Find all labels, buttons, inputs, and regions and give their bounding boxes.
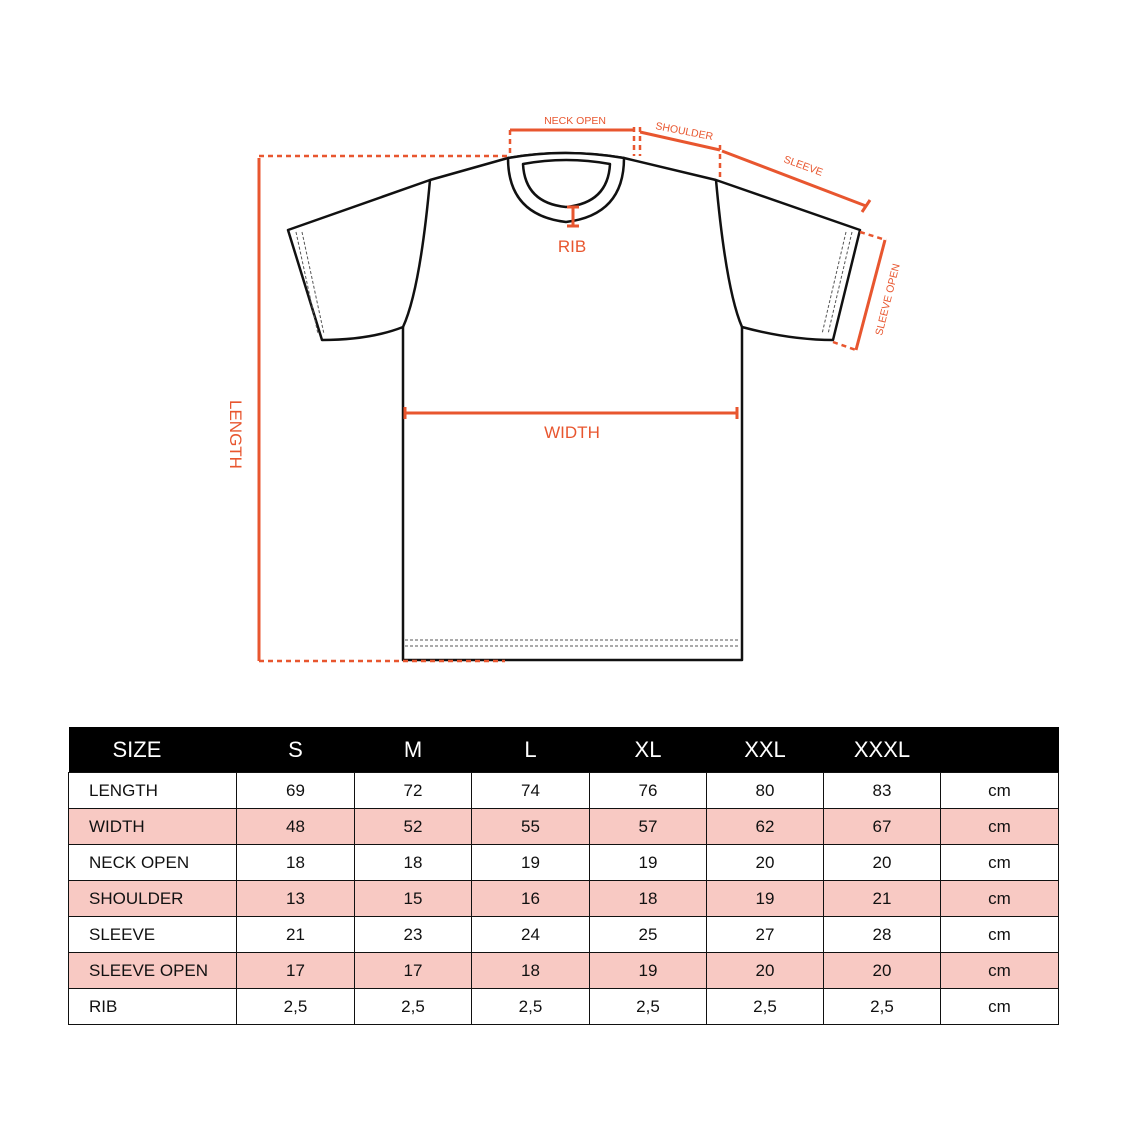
header-m: M [355,727,472,773]
length-label: LENGTH [226,400,245,469]
cell-xxl: 80 [707,773,824,809]
sleeve-open-top-guide [860,232,886,240]
cell-xl: 19 [590,953,707,989]
cell-unit: cm [941,845,1059,881]
cell-xxxl: 83 [824,773,941,809]
table-header-row [69,727,1059,773]
cell-m: 52 [355,809,472,845]
header-l: L [472,727,590,773]
cell-s: 18 [237,845,355,881]
sleeve-label: SLEEVE [781,153,825,179]
cell-m: 23 [355,917,472,953]
shoulder-label: SHOULDER [654,120,715,144]
sleeve-open-bottom-guide [833,342,856,350]
cell-l: 2,5 [472,989,590,1025]
header-s: S [237,727,355,773]
cell-xl: 25 [590,917,707,953]
row-label: SLEEVE OPEN [69,953,237,989]
cell-l: 74 [472,773,590,809]
cell-xxxl: 21 [824,881,941,917]
table-row-sleeve-open [69,953,1059,989]
cell-xxl: 2,5 [707,989,824,1025]
cell-xxxl: 28 [824,917,941,953]
cell-s: 2,5 [237,989,355,1025]
cell-m: 15 [355,881,472,917]
header-unit [941,727,1059,773]
cell-l: 55 [472,809,590,845]
header-xxl: XXL [707,727,824,773]
table-row-width [69,809,1059,845]
table-row-length [69,773,1059,809]
cell-xl: 2,5 [590,989,707,1025]
cell-unit: cm [941,989,1059,1025]
cell-l: 24 [472,917,590,953]
cell-xxl: 19 [707,881,824,917]
cell-s: 13 [237,881,355,917]
rib-label: RIB [557,237,587,256]
cell-m: 18 [355,845,472,881]
cell-l: 16 [472,881,590,917]
neck-open-label: NECK OPEN [544,115,606,127]
cell-xxxl: 2,5 [824,989,941,1025]
table-row-rib [69,989,1059,1025]
row-label: LENGTH [69,773,237,809]
cell-l: 18 [472,953,590,989]
cell-xxl: 62 [707,809,824,845]
cell-xl: 57 [590,809,707,845]
cell-unit: cm [941,881,1059,917]
table-row-neck-open [69,845,1059,881]
cell-xxxl: 67 [824,809,941,845]
cell-xxl: 27 [707,917,824,953]
sleeve-open-label: SLEEVE OPEN [873,262,903,337]
cell-xl: 76 [590,773,707,809]
cell-unit: cm [941,773,1059,809]
cell-m: 2,5 [355,989,472,1025]
header-xxxl: XXXL [824,727,941,773]
cell-xxxl: 20 [824,953,941,989]
row-label: SHOULDER [69,881,237,917]
tshirt-outline [288,153,860,660]
cell-s: 48 [237,809,355,845]
header-size: SIZE [69,727,237,773]
cell-xl: 18 [590,881,707,917]
cell-s: 69 [237,773,355,809]
row-label: RIB [69,989,237,1025]
row-label: NECK OPEN [69,845,237,881]
width-label: WIDTH [544,423,600,442]
row-label: WIDTH [69,809,237,845]
cell-m: 17 [355,953,472,989]
cell-xxl: 20 [707,953,824,989]
cell-unit: cm [941,809,1059,845]
row-label: SLEEVE [69,917,237,953]
cell-s: 17 [237,953,355,989]
size-table [68,727,1059,1025]
cell-m: 72 [355,773,472,809]
table-row-sleeve [69,917,1059,953]
cell-xxxl: 20 [824,845,941,881]
cell-xxl: 20 [707,845,824,881]
cell-unit: cm [941,953,1059,989]
cell-l: 19 [472,845,590,881]
table-row-shoulder [69,881,1059,917]
cell-xl: 19 [590,845,707,881]
header-xl: XL [590,727,707,773]
cell-unit: cm [941,917,1059,953]
cell-s: 21 [237,917,355,953]
